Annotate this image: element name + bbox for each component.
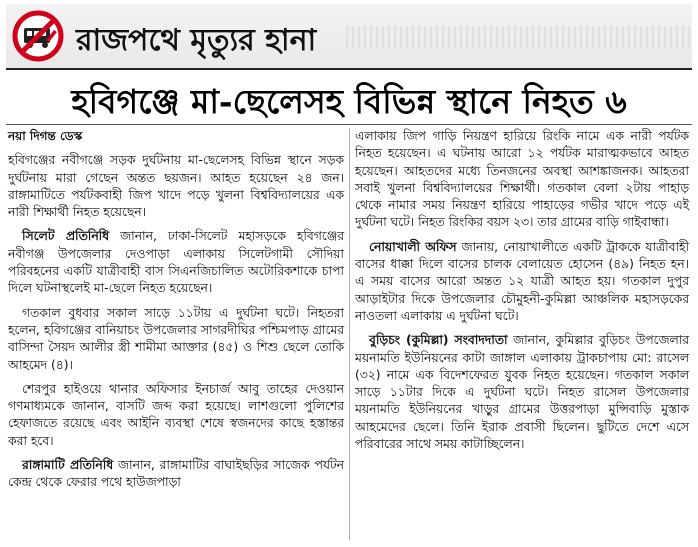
header-decoration — [346, 26, 692, 48]
no-bus-accident-icon — [12, 10, 64, 62]
byline: সিলেট প্রতিনিধি — [22, 229, 110, 244]
paragraph: শেরপুর হাইওয়ে থানার অফিসার ইনচার্জ আবু তাহের দেওয়ান গণমাধ্যমকে জানান, বাসটি জব্দ করা হয়েছে। লাশগুলো পুলিশের হেফাজতে রয়েছে এবং আইনি ব্যবস্থা শেষে স্বজনদের কাছে হস্তান্তর করা হবে। — [8, 381, 344, 448]
paragraph: হবিগঞ্জের নবীগঞ্জে সড়ক দুর্ঘটনায় মা-ছেলেসহ বিভিন্ন স্থানে সড়ক দুর্ঘটনায় মারা গেছেন অন্তত ছয়জন। আহত হয়েছেন ২৪ জন। রাঙ্গামাটিতে পর্যটকবাহী জিপ খাদে পড়ে খুলনা বিশ্ববিদ্যালয়ের এক নারী শিক্ষার্থী নিহত হয়েছেন। — [8, 153, 344, 220]
headline-rule — [6, 124, 692, 125]
paragraph — [8, 228, 344, 297]
paragraph — [8, 457, 344, 492]
paragraph: গতকাল বুধবার সকাল সাড়ে ১১টায় এ দুর্ঘটনা ঘটে। নিহতরা হলেন, হবিগঞ্জের বানিয়াচং উপজেলার সাগরদীঘির পশ্চিমপাড় গ্রামের বাসিন্দা সৈয়দ আলীর স্ত্রী শামীমা আক্তার (৪৫) ও শিশু ছেলে তোকি আহমেদ (৪)। — [8, 305, 344, 372]
byline: নোয়াখালী অফিস — [369, 239, 457, 254]
column-divider — [349, 128, 350, 540]
section-title: রাজপথে মৃত্যুর হানা — [76, 23, 317, 58]
paragraph-text: জানান, রাঙ্গামাটির বাঘাইছড়ির সাজেক পর্যটন কেন্দ্র থেকে ফেরার পথে হাউজপাড়া — [8, 458, 344, 490]
byline: রাঙ্গামাটি প্রতিনিধি — [22, 458, 114, 473]
paragraph — [355, 332, 689, 453]
byline: বুড়িচং (কুমিল্লা) সংবাদদাতা — [369, 333, 508, 348]
paragraph: এলাকায় জিপ গাড়ি নিয়ন্ত্রণ হারিয়ে রিংকি নামে এক নারী পর্যটক নিহত হয়েছেন। এ ঘটনায় আরো ১২ পর্যটক মারাত্মকভাবে আহত হয়েছেন। আহতদের মধ্যে তিনজনের অবস্থা আশঙ্কাজনক। আহতরা সবাই খুলনা বিশ্ববিদ্যালয়ের শিক্ষার্থী। গতকাল বেলা ২টায় পাহাড় থেকে নামার সময় নিয়ন্ত্রণ হারিয়ে পাহাড়ের গভীর খাদে পড়ে এই দুর্ঘটনা ঘটে। নিহত রিংকির বয়স ২৩। তার গ্রামের বাড়ি গাইবান্ধা। — [355, 129, 689, 230]
column-right — [355, 128, 689, 453]
paragraph-text: জানায়, নোয়াখালীতে একটি ট্রাককে যাত্রীবাহী বাসের ধাক্কা দিলে বাসের চালক বেলায়েত হোসেন (৪৯) নিহত হন। এ সময় বাসের আরো অন্তত ১২ যাত্রী আহত হয়। গতকাল দুপুর আড়াইটার দিকে উপজেলার চৌমুহনী-কুমিল্লা আঞ্চলিক মহাসড়কের নাওতলা এলাকায় এ দুর্ঘটনা ঘটে। — [355, 239, 689, 323]
paragraph — [355, 239, 689, 325]
paragraph-text: জানান, কুমিল্লার বুড়িচং উপজেলার ময়নামতি ইউনিয়নের কাটা জাঙ্গাল এলাকায় ট্রাকচাপায় মো: রাসেল (৩২) নামে এক বিদেশফেরত যুবক নিহত হয়েছেন। গতকাল সকাল সাড়ে ১১টার দিকে এ দুর্ঘটনা ঘটে। নিহত রাসেল উপজেলার ময়নামতি ইউনিয়নের খাড়ুর গ্রামের উত্তরপাড়া মুন্সিবাড়ি মুস্তাক আহমেদের ছেলে। তিনি ইরাক প্রবাসী ছিলেন। ছুটিতে দেশে এসে পরিবারের সাথে সময় কাটাচ্ছিলেন। — [355, 333, 689, 452]
dateline: নয়া দিগন্ত ডেস্ক — [8, 129, 83, 143]
column-left — [8, 128, 344, 492]
headline: হবিগঞ্জে মা-ছেলেসহ বিভিন্ন স্থানে নিহত ৬ — [71, 82, 627, 121]
paragraph-text: জানান, ঢাকা-সিলেট মহাসড়কে হবিগঞ্জের নবীগঞ্জ উপজেলার দেওপাড়া এলাকায় সিলেটগামী সৌদিয়া পরিবহনের একটি যাত্রীবাহী বাস সিএনজিচালিত অটোরিকশাকে চাপা দিলে ঘটনাস্থলেই মা-ছেলে নিহত হয়েছেন। — [8, 229, 345, 296]
section-header — [6, 4, 692, 70]
